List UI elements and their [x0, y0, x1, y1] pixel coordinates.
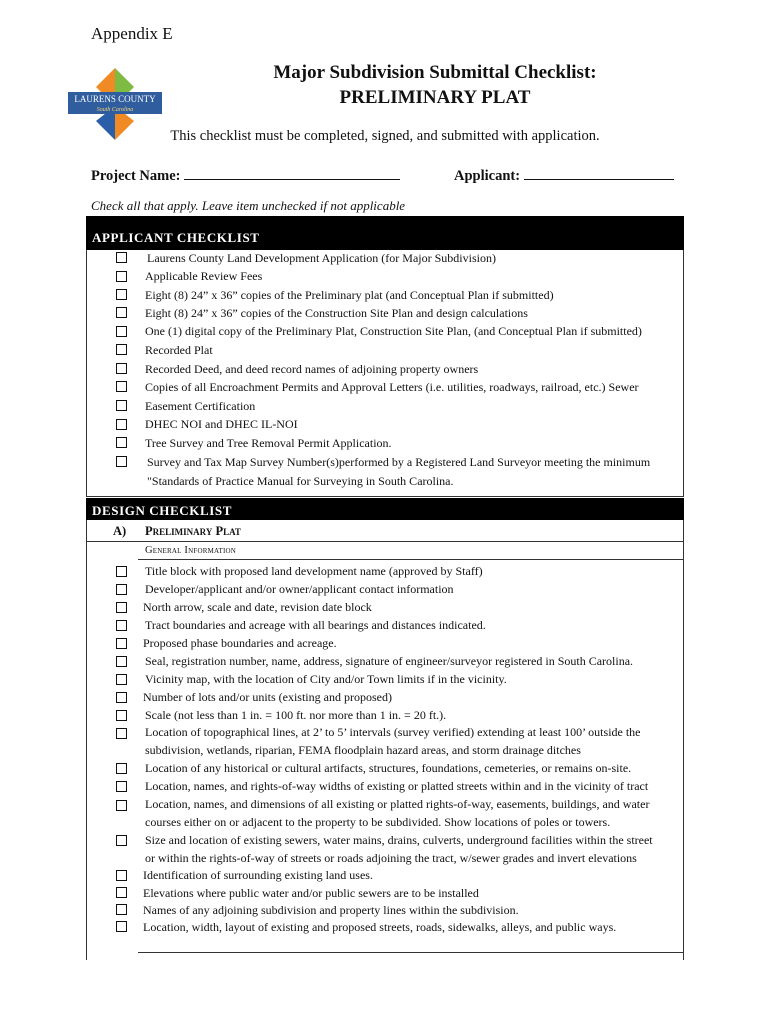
instruction-text: Check all that apply. Leave item unchecked if not applicable: [91, 198, 406, 213]
list-item: Location, names, and rights-of-way widths of existing or platted streets within and in the vicinity of tract: [145, 779, 649, 793]
list-item: Scale (not less than 1 in. = 100 ft. nor more than 1 in. = 20 ft.).: [145, 708, 447, 722]
list-item: Location, width, layout of existing and proposed streets, roads, sidewalks, alleys, and public ways.: [143, 920, 617, 934]
checkbox[interactable]: [116, 437, 127, 448]
title-line2: PRELIMINARY PLAT: [339, 87, 531, 108]
design-checklist-header: DESIGN CHECKLIST: [86, 498, 684, 520]
checkbox[interactable]: [116, 835, 127, 846]
checkbox[interactable]: [116, 692, 127, 703]
checkbox[interactable]: [116, 584, 127, 595]
applicant-label: Applicant:: [454, 168, 521, 184]
list-item: North arrow, scale and date, revision date block: [143, 600, 372, 614]
section-a-title: Preliminary Plat: [145, 524, 241, 538]
applicant-left-border: [86, 250, 87, 497]
list-item: Recorded Deed, and deed record names of adjoining property owners: [145, 362, 479, 376]
design-right-border: [683, 520, 684, 960]
checkbox[interactable]: [116, 344, 127, 355]
checkbox[interactable]: [116, 887, 127, 898]
list-item: Names of any adjoining subdivision and property lines within the subdivision.: [143, 903, 519, 917]
list-item-continuation: subdivision, wetlands, riparian, FEMA floodplain hazard areas, and storm drainage ditches: [145, 743, 581, 757]
list-item: Size and location of existing sewers, water mains, drains, culverts, underground facilities within the street: [145, 833, 653, 847]
list-item: Location, names, and dimensions of all existing or platted rights-of-way, easements, buildings, and water: [145, 797, 650, 811]
list-item: One (1) digital copy of the Preliminary Plat, Construction Site Plan, (and Conceptual Plan if submitted): [145, 324, 642, 338]
checkbox[interactable]: [116, 363, 127, 374]
checkbox[interactable]: [116, 400, 127, 411]
document-title: [210, 60, 660, 110]
checkbox[interactable]: [116, 800, 127, 811]
project-name-blank[interactable]: [184, 165, 400, 180]
checkbox[interactable]: [116, 904, 127, 915]
appendix-label: Appendix E: [91, 24, 173, 43]
subsection-divider: [138, 559, 684, 560]
list-item-continuation: "Standards of Practice Manual for Surveying in South Carolina.: [147, 474, 454, 488]
list-item: Tree Survey and Tree Removal Permit Application.: [145, 436, 392, 450]
applicant-field[interactable]: [454, 165, 674, 185]
subsection-general-information: General Information: [145, 545, 237, 556]
checkbox[interactable]: [116, 252, 127, 263]
title-line1: Major Subdivision Submittal Checklist:: [273, 62, 597, 83]
section-a-divider: [86, 541, 684, 542]
checkbox[interactable]: [116, 419, 127, 430]
checkbox[interactable]: [116, 307, 127, 318]
design-bottom-line: [138, 952, 684, 953]
list-item: Elevations where public water and/or public sewers are to be installed: [143, 886, 479, 900]
checkbox[interactable]: [116, 381, 127, 392]
list-item: Eight (8) 24” x 36” copies of the Construction Site Plan and design calculations: [145, 306, 528, 320]
applicant-bottom-border: [86, 496, 684, 497]
checkbox[interactable]: [116, 326, 127, 337]
applicant-checklist-header: APPLICANT CHECKLIST: [86, 216, 684, 250]
list-item-continuation: courses either on or adjacent to the property to be subdivided. Show locations of poles or towers.: [145, 815, 611, 829]
logo-line1: LAURENS COUNTY: [74, 94, 156, 104]
list-item: Developer/applicant and/or owner/applicant contact information: [145, 582, 454, 596]
applicant-blank[interactable]: [524, 165, 674, 180]
list-item: Location of any historical or cultural artifacts, structures, foundations, cemeteries, or remains on-site.: [145, 761, 632, 775]
list-item: Identification of surrounding existing land uses.: [143, 868, 373, 882]
project-name-label: Project Name:: [91, 168, 181, 184]
list-item: Seal, registration number, name, address, signature of engineer/surveyor registered in South Carolina.: [145, 654, 634, 668]
list-item: DHEC NOI and DHEC IL-NOI: [145, 417, 298, 431]
list-item: Number of lots and/or units (existing and proposed): [143, 690, 392, 704]
checkbox[interactable]: [116, 763, 127, 774]
list-item: Survey and Tax Map Survey Number(s)performed by a Registered Land Surveyor meeting the minimum: [147, 455, 651, 469]
list-item: Eight (8) 24” x 36” copies of the Preliminary plat (and Conceptual Plan if submitted): [145, 288, 554, 302]
checkbox[interactable]: [116, 271, 127, 282]
list-item: Proposed phase boundaries and acreage.: [143, 636, 337, 650]
checkbox[interactable]: [116, 781, 127, 792]
section-a-letter: A): [113, 524, 127, 538]
list-item: Vicinity map, with the location of City and/or Town limits if in the vicinity.: [145, 672, 507, 686]
project-name-field[interactable]: [91, 165, 400, 185]
checkbox[interactable]: [116, 289, 127, 300]
design-left-border: [86, 520, 87, 960]
list-item-continuation: or within the rights-of-way of streets or roads adjoining the tract, w/sewer grades and invert elevations: [145, 851, 637, 865]
list-item: Easement Certification: [145, 399, 256, 413]
checkbox[interactable]: [116, 638, 127, 649]
list-item: Title block with proposed land development name (approved by Staff): [145, 564, 483, 578]
checkbox[interactable]: [116, 620, 127, 631]
list-item: Recorded Plat: [145, 343, 213, 357]
applicant-right-border: [683, 250, 684, 497]
list-item: Copies of all Encroachment Permits and Approval Letters (i.e. utilities, roadways, railroad, etc.) Sewer: [145, 380, 639, 394]
list-item: Location of topographical lines, at 2’ to 5’ intervals (survey verified) extending at least 100’ outside the: [145, 725, 641, 739]
list-item: Tract boundaries and acreage with all bearings and distances indicated.: [145, 618, 486, 632]
list-item: Applicable Review Fees: [145, 269, 263, 283]
checkbox[interactable]: [116, 566, 127, 577]
checkbox[interactable]: [116, 870, 127, 881]
checkbox[interactable]: [116, 656, 127, 667]
subtitle: This checklist must be completed, signed, and submitted with application.: [170, 128, 600, 144]
checkbox[interactable]: [116, 710, 127, 721]
checkbox[interactable]: [116, 674, 127, 685]
checkbox[interactable]: [116, 456, 127, 467]
list-item: Laurens County Land Development Application (for Major Subdivision): [147, 251, 496, 265]
checkbox[interactable]: [116, 728, 127, 739]
checkbox[interactable]: [116, 602, 127, 613]
logo-line2: South Carolina: [96, 107, 134, 113]
checkbox[interactable]: [116, 921, 127, 932]
